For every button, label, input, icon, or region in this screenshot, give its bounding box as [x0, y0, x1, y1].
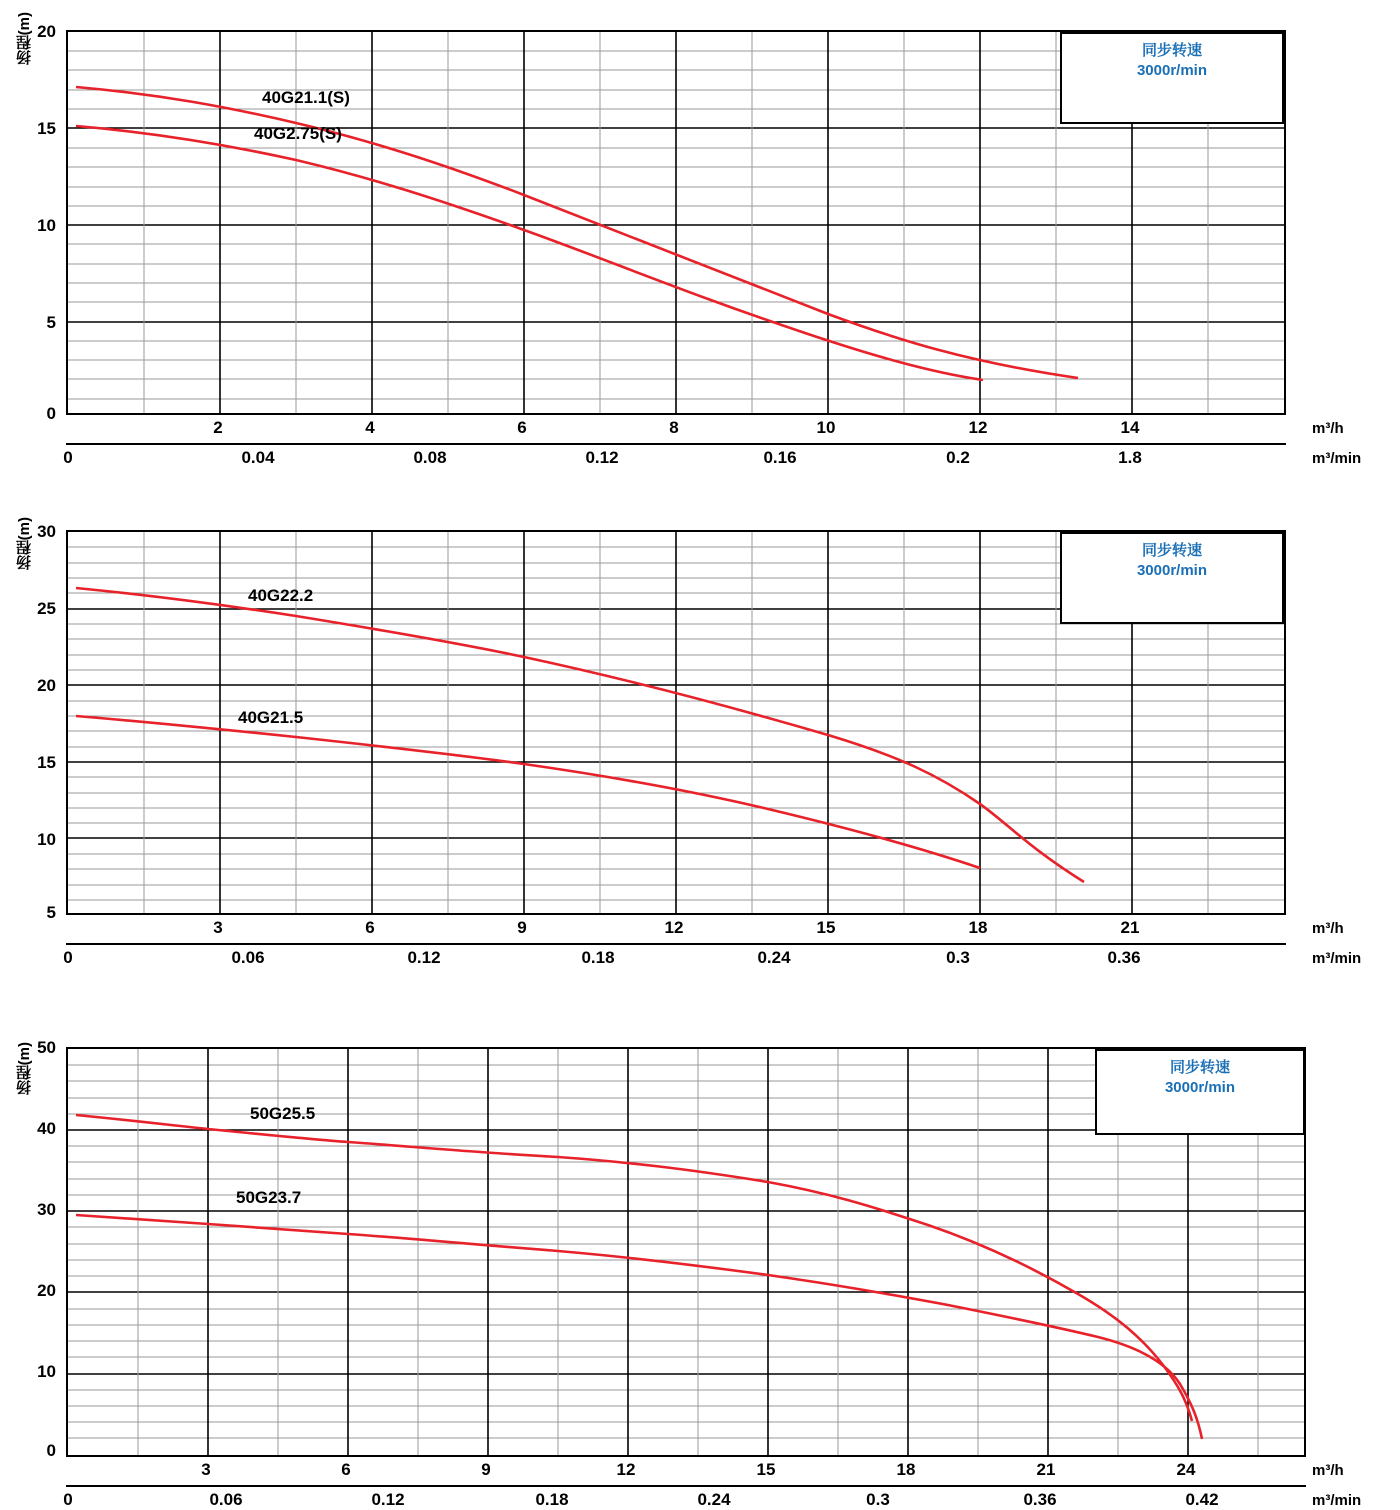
chart-2-legend-box [1060, 532, 1284, 624]
chart-2-unit-secondary: m³/min [1312, 950, 1362, 967]
chart-2-y-axis-label: 扬程(m) [16, 517, 33, 571]
chart-1-xtick2: 0.2 [946, 448, 970, 467]
chart-1-ytick: 5 [46, 313, 56, 332]
chart-3-legend-line-2: 3000r/min [1164, 1079, 1236, 1097]
chart-2-curve-label-2: 40G21.5 [238, 708, 304, 727]
chart-3-xtick2: 0.18 [535, 1490, 569, 1509]
chart-3-ytick: 50 [37, 1038, 56, 1057]
chart-1-xtick: 2 [213, 418, 223, 437]
chart-1-curve-40G2.75S [76, 126, 983, 380]
chart-2-ytick: 30 [37, 522, 56, 541]
chart-3-ytick: 20 [37, 1281, 56, 1300]
chart-2-ytick: 5 [46, 903, 56, 922]
chart-2-xtick2: 0.24 [757, 948, 791, 967]
chart-2-curve-label-1: 40G22.2 [248, 586, 314, 605]
chart-1-curve-label-1: 40G21.1(S) [262, 88, 350, 107]
chart-2-xtick2: 0 [63, 948, 73, 967]
chart-1-xtick: 12 [968, 418, 988, 437]
chart-3-xtick: 9 [481, 1460, 491, 1479]
chart-2-ytick: 15 [37, 753, 56, 772]
chart-1-unit-secondary: m³/min [1312, 450, 1362, 467]
chart-1-secondary-axis [66, 443, 1286, 445]
chart-3-ytick: 40 [37, 1119, 56, 1138]
chart-3-curve-50G23.7 [76, 1215, 1202, 1439]
chart-2-xtick: 15 [816, 918, 836, 937]
chart-2-ytick: 25 [37, 599, 56, 618]
chart-3-xtick: 18 [896, 1460, 916, 1479]
chart-2-block [0, 505, 1400, 985]
chart-1-block [0, 0, 1400, 480]
chart-3-xtick2: 0.3 [866, 1490, 890, 1509]
chart-2-xtick: 6 [365, 918, 375, 937]
chart-3-curve-label-2: 50G23.7 [236, 1188, 302, 1207]
chart-1-ytick: 15 [37, 119, 56, 138]
chart-1-xtick2: 0 [63, 448, 73, 467]
chart-1-xtick: 4 [365, 418, 375, 437]
chart-3-ytick: 0 [46, 1441, 56, 1460]
chart-2-xtick: 9 [517, 918, 527, 937]
chart-2-xtick2: 0.36 [1107, 948, 1141, 967]
chart-1-curve-label-2: 40G2.75(S) [254, 124, 342, 143]
chart-1-ytick: 0 [46, 404, 56, 423]
chart-1-xtick2: 0.04 [241, 448, 275, 467]
chart-2-legend-line-1: 同步转速 [1141, 542, 1202, 559]
chart-2-xtick2: 0.12 [407, 948, 441, 967]
chart-1-unit-primary: m³/h [1312, 420, 1344, 437]
chart-1-xtick: 10 [816, 418, 836, 437]
chart-3-legend-box [1095, 1049, 1305, 1135]
chart-3-xtick2: 0.24 [697, 1490, 731, 1509]
chart-3-xtick: 15 [756, 1460, 776, 1479]
chart-3-xtick2: 0.06 [209, 1490, 243, 1509]
chart-2-xtick: 18 [968, 918, 988, 937]
chart-2-ytick: 20 [37, 676, 56, 695]
chart-1-xtick2: 0.08 [413, 448, 447, 467]
chart-2-unit-primary: m³/h [1312, 920, 1344, 937]
chart-2-xtick2: 0.18 [581, 948, 615, 967]
chart-1-legend-line-2: 3000r/min [1136, 62, 1208, 80]
chart-3-y-axis-label: 扬程(m) [16, 1042, 33, 1096]
chart-3-xtick2: 0.36 [1023, 1490, 1057, 1509]
chart-3-xtick: 3 [201, 1460, 211, 1479]
chart-2-xtick: 21 [1120, 918, 1140, 937]
chart-1-legend-box [1060, 32, 1284, 124]
chart-3-xtick: 24 [1176, 1460, 1196, 1479]
chart-1-xtick2: 0.16 [763, 448, 797, 467]
chart-3-unit-secondary: m³/min [1312, 1492, 1362, 1509]
chart-3-xtick2: 0.12 [371, 1490, 405, 1509]
chart-3-unit-primary: m³/h [1312, 1462, 1344, 1479]
chart-3-xtick: 6 [341, 1460, 351, 1479]
chart-3-xtick2: 0.42 [1185, 1490, 1219, 1509]
chart-2-secondary-axis [66, 943, 1286, 945]
chart-3-curve-label-1: 50G25.5 [250, 1104, 316, 1123]
chart-1-xtick2: 1.8 [1118, 448, 1142, 467]
chart-2-ytick: 10 [37, 830, 56, 849]
chart-1-ytick: 20 [37, 22, 56, 41]
chart-2-xtick2: 0.06 [231, 948, 265, 967]
chart-3-ytick: 10 [37, 1362, 56, 1381]
chart-1-legend-line-1: 同步转速 [1141, 42, 1202, 59]
chart-3-xtick: 12 [616, 1460, 636, 1479]
chart-3-secondary-axis [66, 1485, 1306, 1487]
chart-2-xtick2: 0.3 [946, 948, 970, 967]
chart-3-block [0, 1012, 1400, 1509]
chart-1-xtick: 6 [517, 418, 527, 437]
chart-3-legend-line-1: 同步转速 [1169, 1059, 1230, 1076]
chart-1-xtick2: 0.12 [585, 448, 619, 467]
chart-2-xtick: 12 [664, 918, 684, 937]
chart-3-curve-50G25.5 [76, 1115, 1192, 1421]
chart-2-xtick: 3 [213, 918, 223, 937]
chart-1-ytick: 10 [37, 216, 56, 235]
chart-3-xtick: 21 [1036, 1460, 1056, 1479]
chart-3-ytick: 30 [37, 1200, 56, 1219]
chart-1-xtick: 14 [1120, 418, 1140, 437]
chart-1-xtick: 8 [669, 418, 679, 437]
chart-1-y-axis-label: 扬程(m) [16, 12, 33, 66]
chart-2-legend-line-2: 3000r/min [1136, 562, 1208, 580]
chart-3-xtick2: 0 [63, 1490, 73, 1509]
chart-1-curve-40G21.1S [76, 87, 1078, 378]
